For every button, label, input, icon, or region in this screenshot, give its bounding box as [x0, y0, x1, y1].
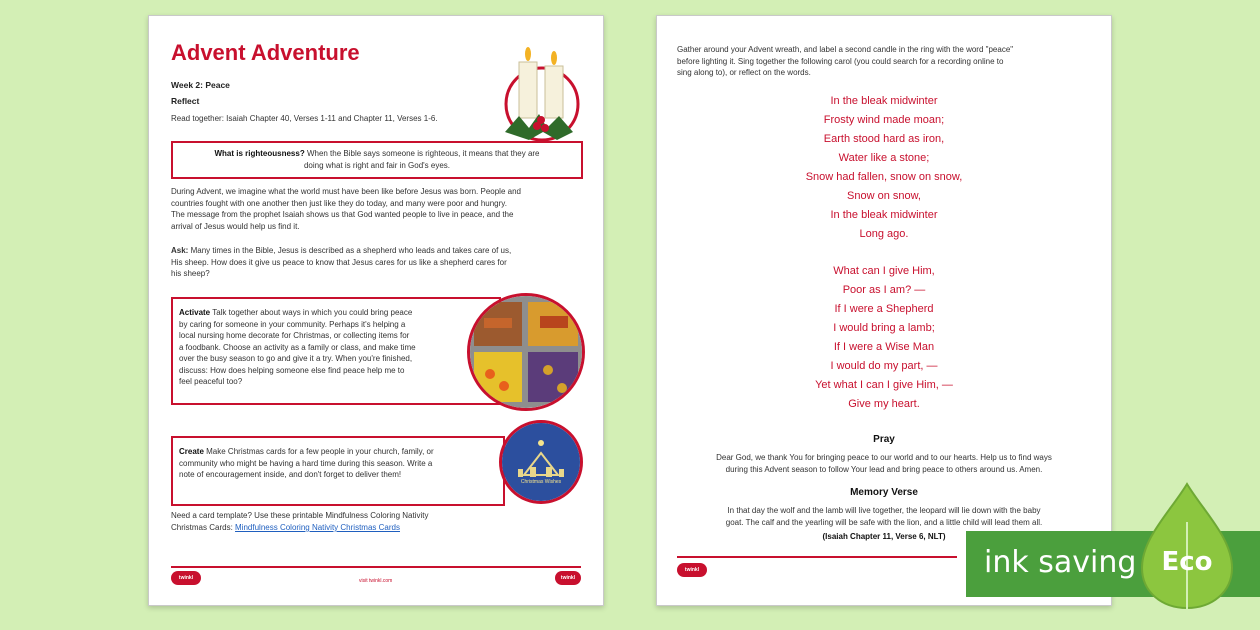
verse-line: If I were a Shepherd [834, 303, 934, 315]
intro-line: Gather around your Advent wreath, and label a second candle in the ring with the word "peace" [677, 45, 1014, 54]
create-callout [171, 436, 505, 506]
verse-line: Snow had fallen, snow on snow, [805, 171, 963, 183]
activate-line: by caring for someone in your community. Perhaps it's helping a [179, 319, 406, 329]
twinkl-logo-right: twinkl [555, 571, 581, 585]
carol-verse-2 [657, 262, 1111, 414]
pray-heading: Pray [873, 434, 895, 445]
week-heading: Week 2: Peace [171, 80, 230, 90]
twinkl-logo: twinkl [677, 563, 707, 577]
ask-label: Ask: [171, 246, 189, 255]
memory-line: In that day the wolf and the lamb will live together, the leopard will lie down with the baby [727, 506, 1041, 515]
create-line: note of encouragement inside, and don't forget to deliver them! [179, 470, 402, 479]
footer-url: visit twinkl.com [359, 578, 393, 584]
verse-line: Frosty wind made moan; [823, 114, 945, 126]
paragraph-line: During Advent, we imagine what the world must have been like before Jesus was born. People and [171, 187, 521, 196]
ink-saving-text: ink saving [984, 545, 1137, 580]
prayer-line: during this Advent season to follow Your lead and bring peace to others around us. Amen. [725, 464, 1043, 474]
page-title: Advent Adventure [171, 40, 360, 65]
ask-paragraph [171, 245, 591, 280]
memory-verse-reference: (Isaiah Chapter 11, Verse 6, NLT) [822, 532, 946, 541]
verse-line: Water like a stone; [838, 152, 930, 164]
verse-line: Yet what I can I give Him, — [815, 379, 953, 391]
card-template-link[interactable]: Mindfulness Coloring Nativity Christmas Cards [235, 523, 400, 532]
memory-verse-text [657, 505, 1111, 528]
footer-divider [171, 566, 581, 568]
verse-line: If I were a Wise Man [833, 341, 935, 353]
create-label: Create [179, 447, 204, 456]
card-template-line: Need a card template? Use these printable Mindfulness Coloring Nativity [171, 511, 429, 520]
memory-verse-heading: Memory Verse [850, 487, 918, 498]
create-line: Make Christmas cards for a few people in your church, family, or [206, 447, 434, 456]
righteousness-callout [171, 141, 583, 179]
verse-line: What can I give Him, [833, 265, 935, 277]
activate-line: feel peaceful too? [179, 377, 243, 386]
carol-verse-1 [657, 92, 1111, 244]
ask-line: his sheep? [171, 269, 210, 278]
card-caption: Christmas Wishes [520, 479, 562, 485]
create-line: community who might be having a hard time during this season. Write a [179, 458, 433, 468]
callout-label: What is righteousness? [214, 149, 305, 158]
activate-line: local nursing home decorate for Christmas, or collecting items for [179, 331, 410, 340]
food-tray-icon [470, 296, 582, 408]
intro-line: before lighting it. Sing together the following carol (you could search for a recording online to [677, 56, 1004, 66]
reflect-heading: Reflect [171, 96, 200, 106]
card-template-label: Christmas Cards: [171, 523, 233, 532]
callout-text: When the Bible says someone is righteous, it means that they are [306, 149, 540, 158]
intro-text [677, 44, 1097, 79]
activate-label: Activate [179, 308, 211, 317]
worksheet-page-1 [148, 15, 604, 606]
memory-line: goat. The calf and the yearling will be safe with the lion, and a little child will lead them all. [725, 517, 1043, 527]
verse-line: In the bleak midwinter [830, 209, 938, 221]
paragraph-line: arrival of Jesus would help us find it. [171, 221, 300, 231]
verse-line: Earth stood hard as iron, [823, 133, 945, 145]
prayer-line: Dear God, we thank You for bringing peace to our world and to our hearts. Help us to find ways [716, 453, 1052, 462]
activate-callout [171, 297, 501, 405]
worksheet-page-2 [656, 15, 1112, 606]
eco-label: Eco [1161, 547, 1213, 577]
christmas-card-image [499, 420, 583, 504]
prayer-text [657, 452, 1111, 475]
activate-line: a foodbank. Choose an activity as a family or class, and make time [179, 342, 416, 352]
intro-paragraph [171, 186, 591, 232]
food-donation-image [467, 293, 585, 411]
callout-text-2: doing what is right and fair in God's eyes. [303, 160, 451, 170]
reading-instruction: Read together: Isaiah Chapter 40, Verses 1-11 and Chapter 11, Verses 1-6. [171, 114, 438, 123]
paragraph-line: countries fought with one another then just like they do today, and many were poor and hungry. [171, 198, 507, 208]
paragraph-line: The message from the prophet Isaiah shows us that God wanted people to live in peace, and the [171, 210, 514, 219]
verse-line: Snow on snow, [847, 190, 921, 202]
verse-line: Poor as I am? — [842, 284, 926, 296]
intro-line: sing along to), or reflect on the words. [677, 68, 811, 77]
verse-line: In the bleak midwinter [830, 95, 938, 107]
verse-line: I would bring a lamb; [833, 322, 935, 334]
nativity-icon [502, 423, 580, 501]
footer-divider [677, 556, 957, 558]
eco-leaf-icon [1138, 482, 1236, 616]
verse-line: I would do my part, — [830, 360, 938, 372]
ask-line: His sheep. How does it give us peace to know that Jesus cares for us like a shepherd cares for [171, 257, 507, 267]
activate-line: over the busy season to go and give it a try. When you're finished, [179, 354, 413, 363]
advent-wreath-icon [499, 36, 585, 148]
ask-line: Many times in the Bible, Jesus is described as a shepherd who leads and takes care of us, [190, 246, 512, 255]
verse-line: Long ago. [859, 228, 909, 240]
activate-line: discuss: How does helping someone else find peace help me to [179, 365, 405, 375]
activate-line: Talk together about ways in which you could bring peace [212, 308, 413, 317]
verse-line: Give my heart. [848, 398, 920, 410]
twinkl-logo: twinkl [171, 571, 201, 585]
